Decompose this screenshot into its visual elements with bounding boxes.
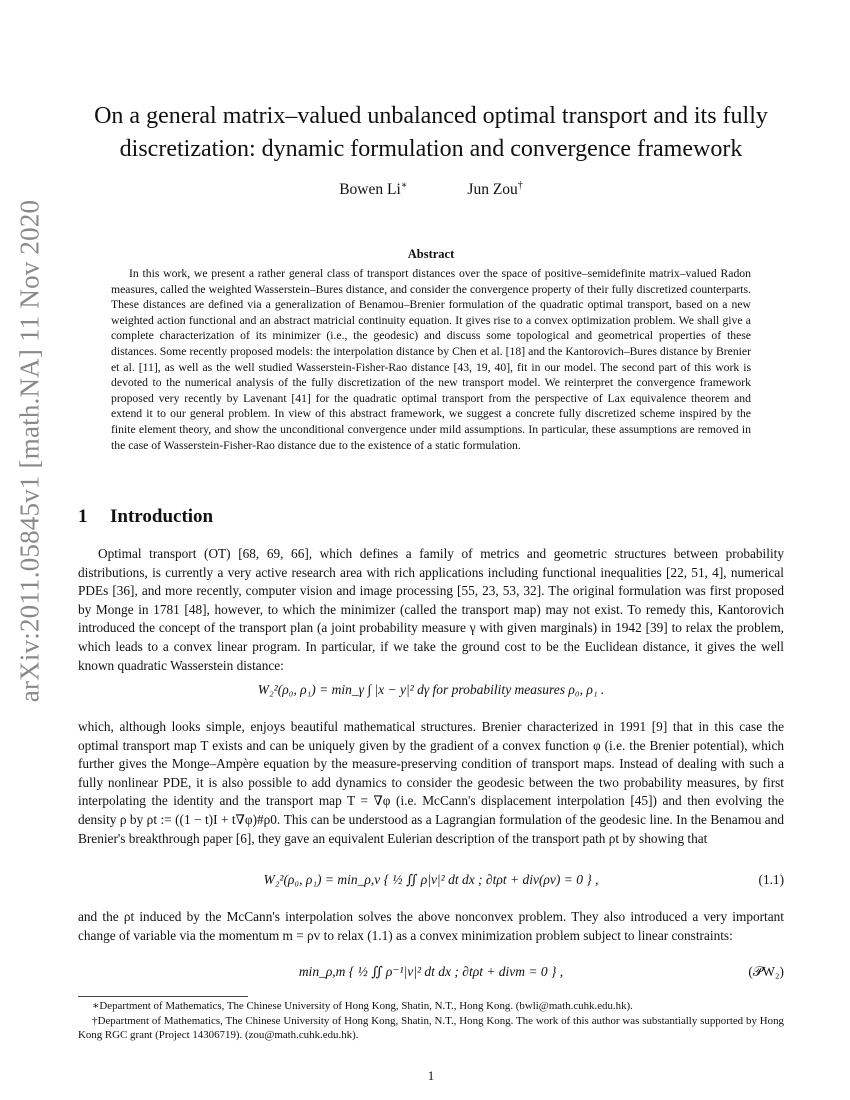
footnote: ∗Department of Mathematics, The Chinese University of Hong Kong, Shatin, N.T., Hong Kong. (bwli@math.cuhk.edu.hk). <box>92 1000 633 1012</box>
author-mark: † <box>517 180 523 191</box>
author-mark: ∗ <box>400 180 408 191</box>
arxiv-identifier <box>5 199 55 703</box>
author <box>339 180 407 199</box>
footnote: †Department of Mathematics, The Chinese University of Hong Kong, Shatin, N.T., Hong Kong. The work of this author was substantially supported by Hong Kong RGC grant (Project 14306719). (zou@math.cuhk.edu.hk). <box>78 1014 784 1042</box>
section-number: 1 <box>78 506 88 527</box>
intro-paragraph-3: and the ρt induced by the McCann's interpolation solves the above nonconvex problem. They also introduced a very important change of variable via the momentum m = ρv to relax (1.1) as a convex minimization problem subject to linear constraints: <box>78 909 784 943</box>
section-heading <box>78 506 213 528</box>
author-list <box>78 180 784 199</box>
abstract-heading: Abstract <box>407 247 455 261</box>
section-title: Introduction <box>110 506 214 527</box>
intro-paragraph-1: Optimal transport (OT) [68, 69, 66], which defines a family of metrics and geometric structures between probability distributions, is currently a very active research area with rich applications including functional inequalities [22, 51, 4], numerical PDEs [36], and more recently, computer vision and image processing [55, 23, 53, 32]. The original formulation was first proposed by Monge in 1781 [48], however, to which the minimizer (called the transport map) may not exist. To remedy this, Kantorovich introduced the concept of the transport plan (a joint probability measure γ with given marginals) in 1942 [39] to relax the problem, which leads to a convex linear program. In particular, if we take the ground cost to be the Euclidean distance, it gives the well known quadratic Wasserstein distance: <box>78 546 784 673</box>
footnotes <box>78 999 784 1043</box>
equation-pw2-label: (𝒫W₂) <box>748 964 784 979</box>
equation-1-1: W₂²(ρ₀, ρ₁) = min_ρ,v { ½ ∬ ρ|v|² dt dx ; ∂tρt + div(ρv) = 0 } , <box>263 872 599 887</box>
author-name: Bowen Li <box>339 181 401 199</box>
author <box>467 180 522 199</box>
intro-paragraph-2: which, although looks simple, enjoys beautiful mathematical structures. Brenier characterized in 1991 [9] that in this case the optimal transport map T exists and can be uniquely given by the gradient of a convex function φ (i.e. the Brenier potential), which further gives the Monge–Ampère equation by the measure-preserving condition of transport maps. Instead of dealing with such a fully nonlinear PDE, it is also possible to add dynamics to consider the geodesic between the two probability measures, by first interpolating the identity and the transport map T = ∇φ (i.e. McCann's displacement interpolation [45]) and then evolving the density ρ by ρt := ((1 − t)I + t∇φ)#ρ0. This can be understood as a Lagrangian formulation of the geodesic line. In the Benamou and Brenier's breakthrough paper [6], they gave an equivalent Eulerian description of the transport path ρt by showing that <box>78 719 784 846</box>
abstract-text: In this work, we present a rather general class of transport distances over the space of positive–semidefinite matrix–valued Radon measures, called the weighted Wasserstein–Bures distance, and consider the convergence property of their fully discretized counterparts. These distances are defined via a generalization of Benamou–Brenier formulation of the quadratic optimal transport, based on a new weighted action functional and an abstract matricial continuity equation. It gives rise to a convex optimization problem. We shall give a complete characterization of its minimizer (i.e., the geodesic) and discuss some topological and geometrical properties of these distances. Some recently proposed models: the interpolation distance by Chen et al. [18] and the Kantorovich–Bures distance by Brenier et al. [11], as well as the well studied Wasserstein-Fisher-Rao distance [43, 19, 40], fit in our model. The second part of this work is devoted to the numerical analysis of the fully discretization of the new transport model. We reinterpret the convergence framework proposed very recently by Lavenant [41] for the quadratic optimal transport from the perspective of Lax equivalence theorem and extend it to our general problem. In view of this abstract framework, we suggest a concrete fully discretized scheme inspired by the finite element theory, and show the unconditional convergence under mild assumptions. In particular, these assumptions are removed in the case of Wasserstein-Fisher-Rao distance due to the existence of a static formulation. <box>111 267 751 452</box>
equation-1-1-label: (1.1) <box>758 872 784 887</box>
arxiv-identifier-text: arXiv:2011.05845v1 [math.NA] 11 Nov 2020 <box>14 199 45 703</box>
page-number: 1 <box>427 1068 435 1083</box>
equation-pw2: min_ρ,m { ½ ∬ ρ⁻¹|v|² dt dx ; ∂tρt + divm = 0 } , <box>298 964 564 979</box>
paper-title: On a general matrix–valued unbalanced optimal transport and its fully discretization: dynamic formulation and convergence framework <box>94 103 768 162</box>
author-name: Jun Zou <box>467 181 518 199</box>
footnote-divider <box>78 996 248 997</box>
equation-wasserstein: W₂²(ρ₀, ρ₁) = min_γ ∫ |x − y|² dγ for probability measures ρ₀, ρ₁ . <box>257 682 605 697</box>
